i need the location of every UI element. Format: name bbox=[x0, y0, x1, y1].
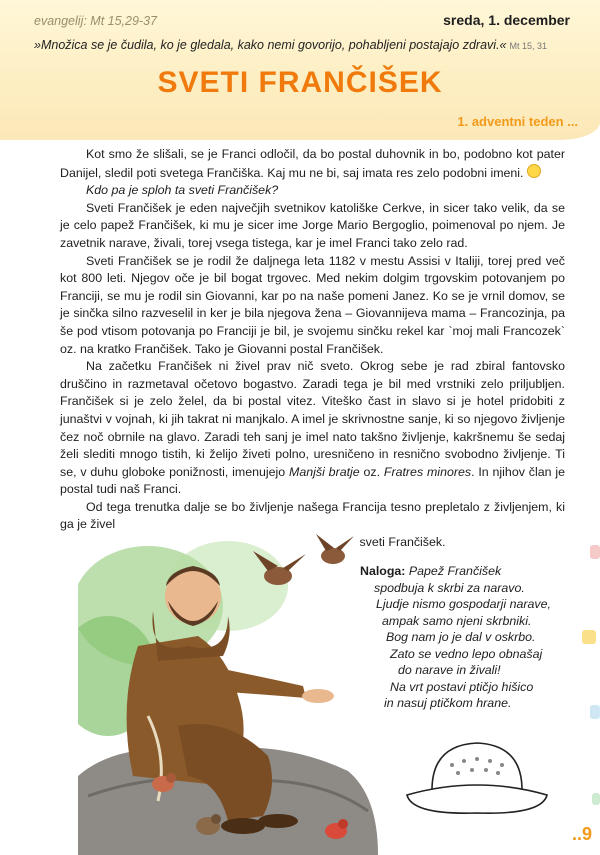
task-box: Naloga: Papež Frančišek spodbuja k skrbi za naravo. Ljudje nismo gospodarji narave, ampak samo njeni skrbniki. Bog nam jo je dal v oskrbo. Zato se vedno lepo obnašaj do narave in živali! Na vrt postavi ptičjo hišico in nasuj ptičkom hrane. bbox=[360, 564, 551, 710]
paragraph-5: Na začetku Frančišek ni živel prav nič sveto. Okrog sebe je rad zbiral fantovsko druščino in razmetaval očetovo bogastvo. Zaradi tega je bil med vrstniki zelo priljubljen. Frančišek si je zelo želel, da bi postal vitez. Viteško čast in slavo si je hotel pridobiti z junaštvi v vojnah, ki jih takrat ni manjkalo. A imel je skrivnostne sanje, ki so njegovo življenje čez noč obrnile na glavo. Zaradi teh sanj je imel nato takšno življenje, kakršnemu še sedaj želi slediti mnogo tistih, ki želijo živeti polno, uresničeno in resnično svobodno življenje. Ti se, v duhu globoke ponižnosti, imenujejo Manjši bratje oz. Fratres minores. In njihov član je postal tudi naš Franci. bbox=[60, 359, 565, 497]
margin-decoration bbox=[582, 630, 596, 644]
task-label: Naloga: bbox=[360, 564, 406, 578]
bucket-hat-icon bbox=[402, 735, 552, 821]
quote-ref: Mt 15, 31 bbox=[509, 41, 548, 51]
bird-icon bbox=[316, 534, 354, 564]
date: sreda, 1. december bbox=[443, 12, 570, 28]
paragraph-6-end: sveti Frančišek. bbox=[359, 535, 446, 550]
gospel-quote bbox=[34, 38, 574, 52]
margin-decoration bbox=[592, 793, 600, 805]
advent-week: 1. adventni teden ... bbox=[457, 114, 578, 129]
page-title: SVETI FRANČIŠEK bbox=[157, 66, 443, 99]
paragraph-6: Od tega trenutka dalje se bo življenje našega Francija tesno prepletalo z življenjem, ki ga je živel bbox=[60, 499, 565, 532]
gospel-reference: evangelij: Mt 15,29-37 bbox=[34, 14, 157, 28]
margin-decoration bbox=[590, 545, 600, 559]
paragraph-4: Sveti Frančišek se je rodil že daljnega leta 1182 v mestu Assisi v Italiji, torej pred več kot 800 leti. Njegov oče je bil bogat trgovec. Med nekim dolgim trgovskim potovanjem po Franciji, se mu je rodil sin Giovanni, kar po na naše pomeni Janez. Ko se je vrnil domov, se je sinčka silno razveselil in ker je bila njegova žena – Giovannijeva mama – Francozinja, pa še pod vtisom potovanja po Franciji je bil, je svojemu sinčku rekel kar `moj mali Francozek` oz. na kratko Frančišek. Tako je Giovanni postal Frančišek. bbox=[60, 253, 565, 356]
margin-decoration bbox=[590, 705, 600, 719]
smiley-icon bbox=[527, 164, 541, 178]
article-body bbox=[60, 146, 565, 552]
quote-text: »Množica se je čudila, ko je gledala, kako nemi govorijo, pohabljeni postajajo zdravi.« bbox=[34, 38, 507, 52]
paragraph-question: Kdo pa je sploh ta sveti Frančišek? bbox=[86, 183, 279, 198]
paragraph-3: Sveti Frančišek je eden največjih svetnikov katoliške Cerkve, in sicer tako velik, da se je celo papež Frančišek, ki mu je sicer ime Jorge Mario Bergoglio, poimenoval po njem. Je zavetnik narave, živali, torej vsega tistega, kar je imel Franci tako zelo rad. bbox=[60, 200, 565, 250]
page-number: ..9 bbox=[571, 824, 592, 844]
paragraph-1: Kot smo že slišali, se je Franci odločil, da bo postal duhovnik in bo, podobno kot pater Danijel, sledil poti svetega Frančiška. Kaj mu ne bi, saj imata res zelo podobni imeni. bbox=[60, 147, 565, 180]
saint-francis-illustration bbox=[78, 526, 378, 855]
